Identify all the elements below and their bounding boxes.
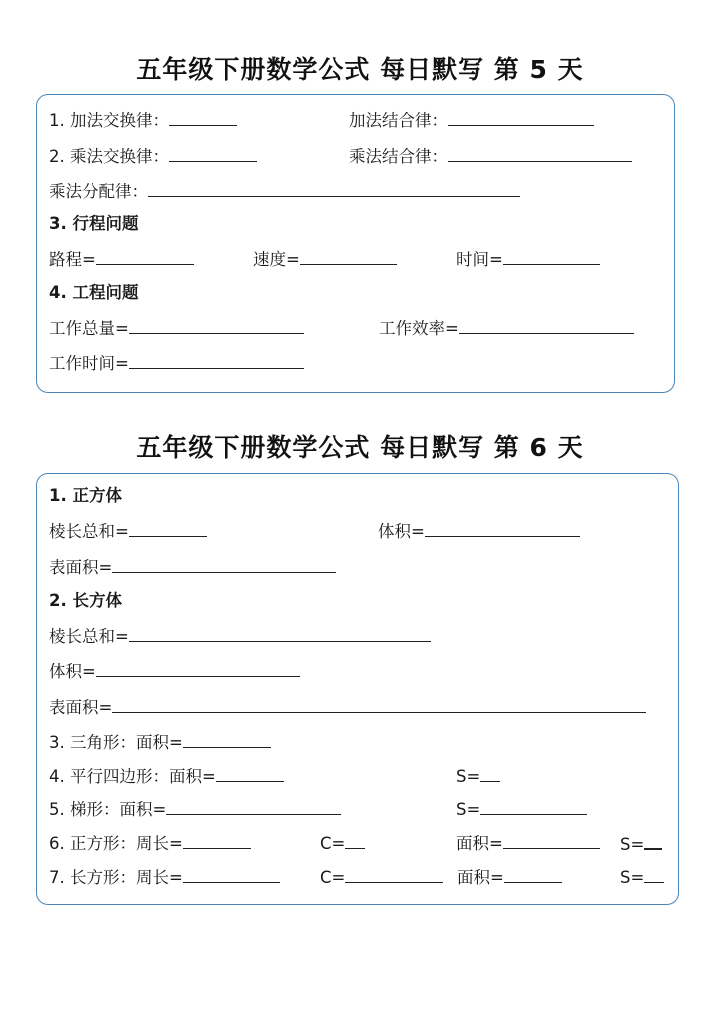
square-c-label: C= xyxy=(320,834,346,853)
parallelogram-blank[interactable] xyxy=(216,765,284,782)
cube-volume-row xyxy=(378,520,580,540)
add-commutative-row xyxy=(49,109,237,129)
work-total-blank[interactable] xyxy=(129,317,304,334)
cuboid-edge-sum-blank[interactable] xyxy=(129,625,431,642)
add-associative-label: 加法结合律： xyxy=(349,111,448,130)
rectangle-area-label: 面积= xyxy=(457,868,504,887)
distance-blank[interactable] xyxy=(96,248,194,265)
cube-edge-sum-blank[interactable] xyxy=(129,520,207,537)
mul-associative-row xyxy=(349,145,632,165)
cuboid-surface-label: 表面积= xyxy=(49,698,113,717)
trapezoid-s-label: S= xyxy=(456,800,481,819)
square-perimeter-blank[interactable] xyxy=(183,832,251,849)
parallelogram-label: 4. 平行四边形：面积= xyxy=(49,767,216,786)
square-row xyxy=(49,832,251,852)
square-c-row xyxy=(320,832,365,852)
rectangle-c-label: C= xyxy=(320,868,346,887)
parallelogram-s-blank[interactable] xyxy=(480,765,500,782)
mul-distributive-row xyxy=(49,180,520,200)
square-s-blank[interactable] xyxy=(644,832,662,850)
triangle-row xyxy=(49,731,271,751)
work-total-label: 工作总量= xyxy=(49,319,129,338)
square-s-label: S= xyxy=(620,835,645,854)
work-time-row xyxy=(49,352,304,372)
cuboid-volume-row xyxy=(49,660,300,680)
trapezoid-s-blank[interactable] xyxy=(480,798,587,815)
trapezoid-blank[interactable] xyxy=(166,798,341,815)
mul-distributive-label: 乘法分配律： xyxy=(49,182,148,201)
trapezoid-label: 5. 梯形：面积= xyxy=(49,800,167,819)
rectangle-s-blank[interactable] xyxy=(644,866,664,883)
add-associative-blank[interactable] xyxy=(448,109,594,126)
work-efficiency-blank[interactable] xyxy=(459,317,634,334)
work-time-label: 工作时间= xyxy=(49,354,129,373)
rectangle-label: 7. 长方形：周长= xyxy=(49,868,183,887)
distance-label: 路程= xyxy=(49,250,96,269)
mul-commutative-blank[interactable] xyxy=(169,145,257,162)
cuboid-heading: 2. 长方体 xyxy=(49,591,122,610)
cube-volume-label: 体积= xyxy=(378,522,425,541)
add-commutative-label: 1. 加法交换律： xyxy=(49,111,169,130)
mul-distributive-blank[interactable] xyxy=(148,180,520,197)
speed-blank[interactable] xyxy=(300,248,397,265)
day6-title: 五年级下册数学公式 每日默写 第 6 天 xyxy=(136,433,584,462)
speed-row xyxy=(253,248,397,268)
trapezoid-s-row xyxy=(456,798,587,818)
parallelogram-s-row xyxy=(456,765,500,785)
work-efficiency-row xyxy=(379,317,634,337)
work-efficiency-label: 工作效率= xyxy=(379,319,459,338)
day5-card xyxy=(36,94,675,393)
rectangle-row xyxy=(49,866,280,886)
travel-heading: 3. 行程问题 xyxy=(49,214,139,233)
mul-associative-blank[interactable] xyxy=(448,145,632,162)
day5-title: 五年级下册数学公式 每日默写 第 5 天 xyxy=(136,55,584,84)
rectangle-s-label: S= xyxy=(620,868,645,887)
cube-heading: 1. 正方体 xyxy=(49,486,122,505)
rectangle-s-row xyxy=(620,866,664,886)
cube-surface-label: 表面积= xyxy=(49,558,113,577)
cube-surface-blank[interactable] xyxy=(112,556,336,573)
parallelogram-row xyxy=(49,765,284,785)
cube-surface-row xyxy=(49,556,336,576)
rectangle-area-blank[interactable] xyxy=(504,866,562,883)
cuboid-volume-label: 体积= xyxy=(49,662,96,681)
cuboid-surface-blank[interactable] xyxy=(112,696,646,713)
trapezoid-row xyxy=(49,798,341,818)
cube-volume-blank[interactable] xyxy=(425,520,580,537)
time-label: 时间= xyxy=(456,250,503,269)
cuboid-edge-sum-row xyxy=(49,625,431,645)
square-area-blank[interactable] xyxy=(503,832,600,849)
square-label: 6. 正方形：周长= xyxy=(49,834,183,853)
time-row xyxy=(456,248,600,268)
work-time-blank[interactable] xyxy=(129,352,304,369)
speed-label: 速度= xyxy=(253,250,300,269)
rectangle-c-row xyxy=(320,866,443,886)
distance-row xyxy=(49,248,194,268)
cuboid-volume-blank[interactable] xyxy=(96,660,300,677)
square-area-row xyxy=(456,832,600,852)
rectangle-area-row xyxy=(457,866,562,886)
rectangle-perimeter-blank[interactable] xyxy=(183,866,280,883)
work-total-row xyxy=(49,317,304,337)
square-s-row xyxy=(620,832,662,852)
work-heading: 4. 工程问题 xyxy=(49,283,139,302)
square-area-label: 面积= xyxy=(456,834,503,853)
mul-associative-label: 乘法结合律： xyxy=(349,147,448,166)
square-c-blank[interactable] xyxy=(345,832,365,849)
triangle-label: 3. 三角形：面积= xyxy=(49,733,183,752)
cube-edge-sum-row xyxy=(49,520,207,540)
triangle-blank[interactable] xyxy=(183,731,271,748)
add-commutative-blank[interactable] xyxy=(169,109,237,126)
cuboid-surface-row xyxy=(49,696,646,716)
cube-edge-sum-label: 棱长总和= xyxy=(49,522,129,541)
mul-commutative-label: 2. 乘法交换律： xyxy=(49,147,169,166)
cuboid-edge-sum-label: 棱长总和= xyxy=(49,627,129,646)
rectangle-c-blank[interactable] xyxy=(345,866,443,883)
add-associative-row xyxy=(349,109,594,129)
time-blank[interactable] xyxy=(503,248,600,265)
parallelogram-s-label: S= xyxy=(456,767,481,786)
mul-commutative-row xyxy=(49,145,257,165)
